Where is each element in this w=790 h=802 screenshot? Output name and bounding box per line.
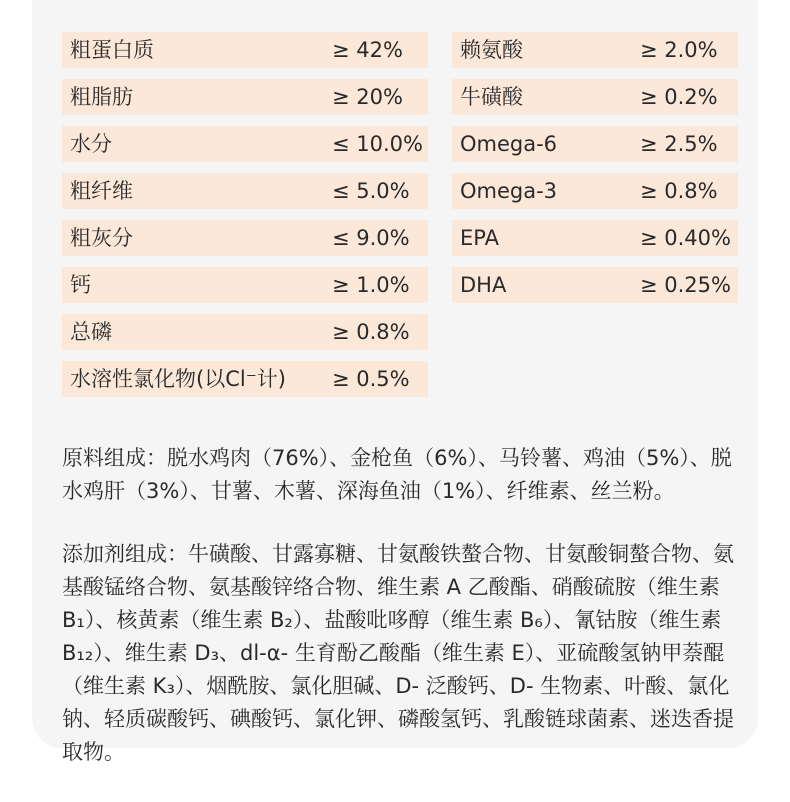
nutrient-value: ≤ 5.0% xyxy=(332,179,410,203)
nutrient-value: ≤ 10.0% xyxy=(332,132,423,156)
nutrient-name: 赖氨酸 xyxy=(460,38,523,62)
nutrient-name: Omega-3 xyxy=(460,179,558,203)
nutrition-row xyxy=(62,32,428,68)
nutrient-value: ≥ 0.8% xyxy=(332,320,410,344)
nutrition-row xyxy=(62,361,428,397)
nutrient-name: 粗纤维 xyxy=(70,179,133,203)
nutrient-value: ≥ 2.5% xyxy=(640,132,718,156)
additives-paragraph: 添加剂组成：牛磺酸、甘露寡糖、甘氨酸铁螯合物、甘氨酸铜螯合物、氨基酸锰络合物、氨基酸锌络合物、维生素 A 乙酸酯、硝酸硫胺（维生素 B₁）、核黄素（维生素 B₂）、盐酸吡哆醇（维生素 B₆）、氰钴胺（维生素 B₁₂）、维生素 D₃、dl-α- 生育酚乙酸酯（维生素 E）、亚硫酸氢钠甲萘醌（维生素 K₃）、烟酰胺、氯化胆碱、D- 泛酸钙、D- 生物素、叶酸、氯化钠、轻质碳酸钙、碘酸钙、氯化钾、磷酸氢钙、乳酸链球菌素、迷迭香提取物。 xyxy=(62,542,734,764)
nutrition-row xyxy=(62,173,428,209)
nutrient-name: EPA xyxy=(460,226,499,250)
nutrient-name: DHA xyxy=(460,273,507,297)
nutrient-value: ≥ 20% xyxy=(332,85,403,109)
nutrition-row xyxy=(62,79,428,115)
nutrient-name: Omega-6 xyxy=(460,132,558,156)
nutrition-row xyxy=(62,267,428,303)
nutrient-value: ≥ 1.0% xyxy=(332,273,410,297)
nutrition-row xyxy=(452,32,738,68)
nutrition-row xyxy=(452,79,738,115)
nutrient-value: ≥ 0.40% xyxy=(640,226,731,250)
nutrition-column-left xyxy=(62,32,428,408)
nutrient-value: ≥ 0.5% xyxy=(332,367,410,391)
nutrient-name: 牛磺酸 xyxy=(460,85,523,109)
nutrient-name: 水溶性氯化物(以Cl⁻计) xyxy=(70,367,286,391)
ingredients-paragraph: 原料组成：脱水鸡肉（76%）、金枪鱼（6%）、马铃薯、鸡油（5%）、脱水鸡肝（3%）、甘薯、木薯、深海鱼油（1%）、纤维素、丝兰粉。 xyxy=(62,446,732,503)
nutrient-name: 总磷 xyxy=(70,320,112,344)
nutrient-name: 水分 xyxy=(70,132,112,156)
nutrient-name: 钙 xyxy=(70,273,91,297)
nutrient-name: 粗脂肪 xyxy=(70,85,133,109)
nutrition-row xyxy=(452,267,738,303)
nutrition-column-right xyxy=(452,32,738,314)
nutrition-row xyxy=(62,126,428,162)
nutrition-row xyxy=(62,314,428,350)
nutrient-name: 粗灰分 xyxy=(70,226,133,250)
nutrition-row xyxy=(452,173,738,209)
nutrient-value: ≥ 2.0% xyxy=(640,38,718,62)
nutrition-row xyxy=(62,220,428,256)
nutrition-row xyxy=(452,126,738,162)
nutrition-row xyxy=(452,220,738,256)
nutrient-value: ≥ 42% xyxy=(332,38,403,62)
nutrient-value: ≥ 0.2% xyxy=(640,85,718,109)
nutrient-value: ≤ 9.0% xyxy=(332,226,410,250)
nutrient-value: ≥ 0.25% xyxy=(640,273,731,297)
nutrient-value: ≥ 0.8% xyxy=(640,179,718,203)
nutrient-name: 粗蛋白质 xyxy=(70,38,154,62)
